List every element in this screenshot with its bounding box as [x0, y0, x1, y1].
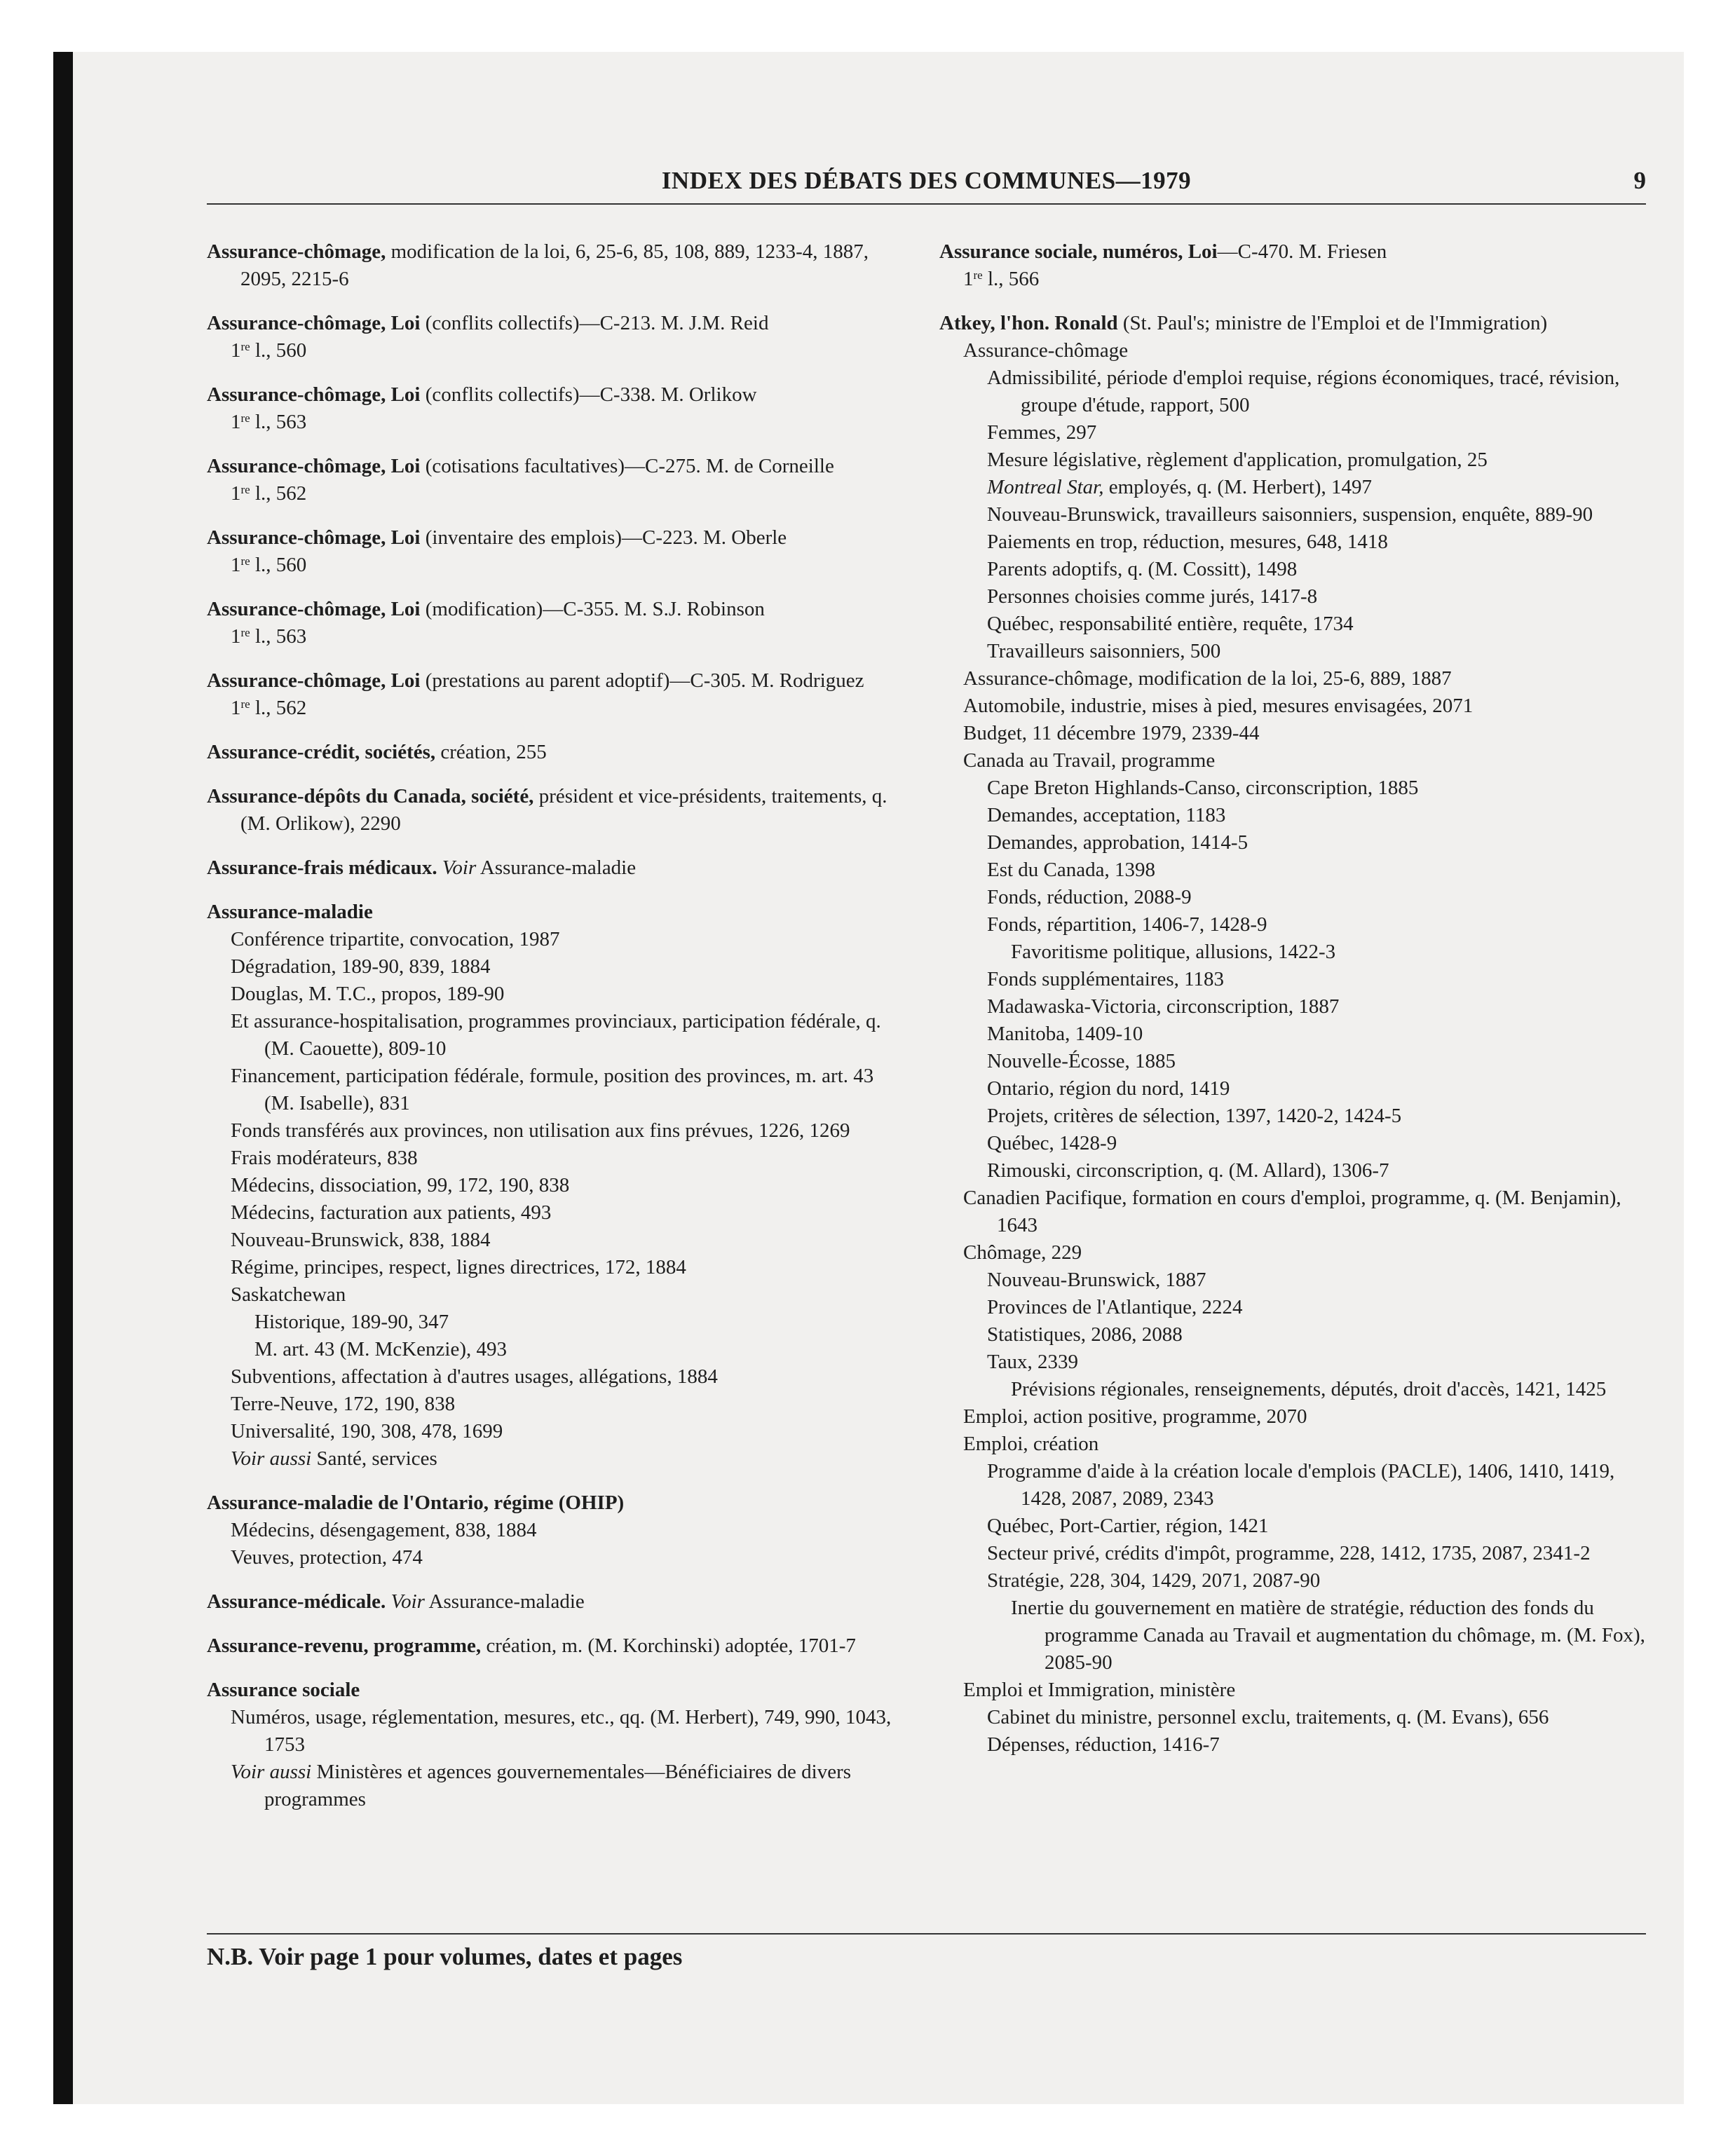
- index-subentry: [207, 1445, 901, 1473]
- entry-text: l., 560: [250, 339, 307, 362]
- index-subentry: [207, 1254, 901, 1281]
- index-subentry: [939, 829, 1647, 857]
- index-subentry: [939, 583, 1647, 610]
- entry-text: Fonds supplémentaires, 1183: [987, 968, 1225, 990]
- index-subentry: [939, 1321, 1647, 1349]
- index-subentry: [939, 638, 1647, 665]
- index-subentry: [939, 1103, 1647, 1130]
- entry-text: Femmes, 297: [987, 421, 1097, 444]
- entry-text: Voir: [442, 857, 477, 879]
- entry-text: Assurance-chômage, Loi: [207, 455, 421, 477]
- index-entry-heading: [207, 1632, 901, 1660]
- index-entry-heading: [207, 1677, 901, 1704]
- index-subentry: [207, 1309, 901, 1336]
- entry-text: re: [240, 483, 250, 496]
- entry-text: Manitoba, 1409-10: [987, 1023, 1143, 1045]
- entry-text: Frais modérateurs, 838: [231, 1147, 418, 1169]
- entry-text: Fonds, répartition, 1406-7, 1428-9: [987, 913, 1267, 936]
- entry-text: Canada au Travail, programme: [963, 749, 1216, 772]
- entry-text: Cabinet du ministre, personnel exclu, traitements, q. (M. Evans), 656: [987, 1706, 1549, 1728]
- index-subentry: [207, 1281, 901, 1309]
- entry-text: modification de la loi, 6, 25-6, 85, 108, 889, 1233-4, 1887, 2095, 2215-6: [240, 240, 869, 290]
- index-entry-heading: [207, 899, 901, 926]
- index-subentry: [207, 1704, 901, 1759]
- entry-text: Numéros, usage, réglementation, mesures, etc., qq. (M. Herbert), 749, 990, 1043, 1753: [231, 1706, 892, 1756]
- index-subentry: [939, 556, 1647, 583]
- index-subentry: [207, 1145, 901, 1172]
- index-subentry: [939, 939, 1647, 966]
- entry-text: Montreal Star,: [987, 476, 1104, 498]
- entry-text: Assurance-maladie: [207, 901, 373, 923]
- index-subentry: [939, 1294, 1647, 1321]
- index-subentry: [207, 695, 901, 722]
- entry-text: 1: [231, 482, 241, 505]
- entry-text: Québec, 1428-9: [987, 1132, 1117, 1154]
- entry-text: Historique, 189-90, 347: [254, 1311, 449, 1333]
- entry-text: Assurance-chômage, Loi: [207, 312, 421, 334]
- entry-text: Budget, 11 décembre 1979, 2339-44: [963, 722, 1260, 744]
- index-subentry: [207, 480, 901, 507]
- index-entry-heading: [207, 453, 901, 480]
- index-entry-heading: [207, 854, 901, 882]
- entry-text: Emploi, création: [963, 1433, 1099, 1455]
- index-subentry: [207, 926, 901, 953]
- entry-text: 1: [231, 411, 241, 433]
- entry-text: l., 562: [250, 697, 307, 719]
- index-subentry: [939, 474, 1647, 501]
- entry-text: l., 560: [250, 554, 307, 576]
- index-subentry: [207, 1008, 901, 1063]
- index-subentry: [939, 1021, 1647, 1048]
- entry-text: Demandes, acceptation, 1183: [987, 804, 1226, 826]
- index-subentry: [939, 419, 1647, 446]
- index-subentry: [939, 1157, 1647, 1185]
- entry-text: l., 563: [250, 411, 307, 433]
- entry-text: Saskatchewan: [231, 1283, 346, 1306]
- index-subentry: [207, 337, 901, 364]
- index-entry-heading: [207, 1489, 901, 1517]
- entry-text: Québec, Port-Cartier, région, 1421: [987, 1515, 1269, 1537]
- entry-text: Rimouski, circonscription, q. (M. Allard), 1306-7: [987, 1159, 1389, 1182]
- entry-text: —C-470. M. Friesen: [1217, 240, 1387, 263]
- entry-text: Assurance sociale: [207, 1679, 360, 1701]
- entry-text: Universalité, 190, 308, 478, 1699: [231, 1420, 503, 1442]
- index-entry-heading: [939, 310, 1647, 337]
- entry-text: l., 566: [982, 268, 1040, 290]
- index-subentry: [939, 1595, 1647, 1677]
- entry-text: M. art. 43 (M. McKenzie), 493: [254, 1338, 507, 1360]
- entry-text: Assurance-maladie: [424, 1590, 585, 1613]
- entry-text: Ministères et agences gouvernementales—Bénéficiaires de divers programmes: [264, 1761, 852, 1810]
- entry-text: Conférence tripartite, convocation, 1987: [231, 928, 560, 950]
- entry-text: re: [240, 554, 250, 568]
- entry-text: Médecins, dissociation, 99, 172, 190, 838: [231, 1174, 570, 1196]
- index-entry-heading: [207, 739, 901, 766]
- entry-text: Personnes choisies comme jurés, 1417-8: [987, 585, 1318, 608]
- footer-note: N.B. Voir page 1 pour volumes, dates et pages: [207, 1943, 683, 1970]
- entry-text: Projets, critères de sélection, 1397, 1420-2, 1424-5: [987, 1105, 1402, 1127]
- entry-text: Douglas, M. T.C., propos, 189-90: [231, 983, 505, 1005]
- entry-text: 1: [231, 697, 241, 719]
- entry-text: employés, q. (M. Herbert), 1497: [1103, 476, 1373, 498]
- entry-text: Médecins, facturation aux patients, 493: [231, 1201, 552, 1224]
- index-subentry: [939, 364, 1647, 419]
- index-subentry: [939, 1267, 1647, 1294]
- index-subentry: [939, 966, 1647, 993]
- entry-text: [437, 857, 442, 879]
- entry-text: Ontario, région du nord, 1419: [987, 1077, 1230, 1100]
- index-subentry: [207, 409, 901, 436]
- index-subentry: [939, 1458, 1647, 1513]
- index-subentry: [939, 665, 1647, 692]
- entry-text: Veuves, protection, 474: [231, 1546, 423, 1569]
- index-subentry: [207, 981, 901, 1008]
- entry-text: Madawaska-Victoria, circonscription, 1887: [987, 995, 1340, 1018]
- entry-text: l., 562: [250, 482, 307, 505]
- index-subentry: [939, 1567, 1647, 1595]
- entry-text: Emploi, action positive, programme, 2070: [963, 1405, 1307, 1428]
- entry-text: (conflits collectifs)—C-213. M. J.M. Reid: [420, 312, 769, 334]
- index-entry-heading: [939, 238, 1647, 266]
- index-subentry: [207, 1391, 901, 1418]
- entry-text: re: [240, 697, 250, 711]
- page-number: 9: [1633, 167, 1646, 194]
- entry-text: Canadien Pacifique, formation en cours d'emploi, programme, q. (M. Benjamin), 1643: [963, 1187, 1621, 1236]
- index-subentry: [939, 1349, 1647, 1376]
- entry-text: (prestations au parent adoptif)—C-305. M. Rodriguez: [420, 669, 864, 692]
- index-subentry: [207, 1517, 901, 1544]
- index-subentry: [207, 1418, 901, 1445]
- entry-text: Programme d'aide à la création locale d'emplois (PACLE), 1406, 1410, 1419, 1428, 2087, 2089, 2343: [987, 1460, 1615, 1510]
- entry-text: Régime, principes, respect, lignes directrices, 172, 1884: [231, 1256, 686, 1278]
- index-subentry: [939, 501, 1647, 528]
- entry-text: Fonds transférés aux provinces, non utilisation aux fins prévues, 1226, 1269: [231, 1119, 850, 1142]
- entry-text: Admissibilité, période d'emploi requise, régions économiques, tracé, révision, groupe d'étude, rapport, 500: [987, 367, 1620, 416]
- entry-text: Cape Breton Highlands-Canso, circonscription, 1885: [987, 777, 1419, 799]
- entry-text: Favoritisme politique, allusions, 1422-3: [1011, 941, 1336, 963]
- entry-text: création, 255: [435, 741, 547, 763]
- entry-text: Assurance-maladie: [476, 857, 637, 879]
- index-subentry: [207, 623, 901, 650]
- index-subentry: [939, 1677, 1647, 1704]
- entry-text: Financement, participation fédérale, formule, position des provinces, m. art. 43 (M. Isabelle), 831: [231, 1065, 874, 1114]
- entry-text: Prévisions régionales, renseignements, députés, droit d'accès, 1421, 1425: [1011, 1378, 1607, 1400]
- entry-text: Subventions, affectation à d'autres usages, allégations, 1884: [231, 1365, 718, 1388]
- entry-text: Fonds, réduction, 2088-9: [987, 886, 1192, 908]
- index-entry-heading: [207, 596, 901, 623]
- entry-text: 1: [963, 268, 974, 290]
- entry-text: Terre-Neuve, 172, 190, 838: [231, 1393, 456, 1415]
- entry-text: Assurance-chômage: [963, 339, 1129, 362]
- entry-text: Statistiques, 2086, 2088: [987, 1323, 1183, 1346]
- index-entry-heading: [207, 381, 901, 409]
- index-subentry: [939, 857, 1647, 884]
- entry-text: Stratégie, 228, 304, 1429, 2071, 2087-90: [987, 1569, 1321, 1592]
- index-subentry: [207, 1227, 901, 1254]
- index-subentry: [939, 1048, 1647, 1075]
- index-subentry: [939, 337, 1647, 364]
- index-subentry: [939, 1239, 1647, 1267]
- index-subentry: [939, 911, 1647, 939]
- entry-text: 1: [231, 554, 241, 576]
- entry-text: Paiements en trop, réduction, mesures, 648, 1418: [987, 531, 1388, 553]
- entry-text: Québec, responsabilité entière, requête, 1734: [987, 613, 1354, 635]
- index-subentry: [939, 747, 1647, 775]
- entry-text: (inventaire des emplois)—C-223. M. Oberle: [420, 526, 787, 549]
- entry-text: Nouveau-Brunswick, 1887: [987, 1269, 1206, 1291]
- index-subentry: [939, 884, 1647, 911]
- index-entry-heading: [207, 238, 901, 293]
- index-column-right: [939, 238, 1647, 1759]
- entry-text: Mesure législative, règlement d'application, promulgation, 25: [987, 449, 1488, 471]
- entry-text: Assurance-chômage, Loi: [207, 598, 421, 620]
- index-subentry: [939, 692, 1647, 720]
- index-subentry: [207, 552, 901, 579]
- entry-text: Assurance-médicale.: [207, 1590, 386, 1613]
- entry-text: Assurance-frais médicaux.: [207, 857, 437, 879]
- entry-text: Voir: [390, 1590, 425, 1613]
- entry-text: Assurance-chômage, Loi: [207, 669, 421, 692]
- entry-text: Nouveau-Brunswick, travailleurs saisonniers, suspension, enquête, 889-90: [987, 503, 1593, 526]
- entry-text: Assurance-crédit, sociétés,: [207, 741, 436, 763]
- entry-text: (modification)—C-355. M. S.J. Robinson: [420, 598, 765, 620]
- index-subentry: [939, 720, 1647, 747]
- entry-text: Dépenses, réduction, 1416-7: [987, 1733, 1220, 1756]
- entry-text: l., 563: [250, 625, 307, 648]
- index-subentry: [939, 1540, 1647, 1567]
- index-subentry: [207, 1117, 901, 1145]
- entry-text: Provinces de l'Atlantique, 2224: [987, 1296, 1243, 1318]
- index-entry-heading: [207, 783, 901, 838]
- entry-text: Parents adoptifs, q. (M. Cossitt), 1498: [987, 558, 1298, 580]
- entry-text: (cotisations facultatives)—C-275. M. de Corneille: [420, 455, 834, 477]
- index-subentry: [939, 802, 1647, 829]
- index-subentry: [207, 1544, 901, 1571]
- entry-text: Nouvelle-Écosse, 1885: [987, 1050, 1176, 1072]
- index-entry-heading: [207, 310, 901, 337]
- index-entry-heading: [207, 524, 901, 552]
- entry-text: (conflits collectifs)—C-338. M. Orlikow: [420, 383, 757, 406]
- entry-text: Assurance-chômage,: [207, 240, 386, 263]
- index-subentry: [939, 1431, 1647, 1458]
- entry-text: Assurance-chômage, Loi: [207, 383, 421, 406]
- index-subentry: [939, 266, 1647, 293]
- entry-text: Assurance-maladie de l'Ontario, régime (OHIP): [207, 1492, 625, 1514]
- index-subentry: [939, 1403, 1647, 1431]
- index-subentry: [939, 446, 1647, 474]
- entry-text: Secteur privé, crédits d'impôt, programme, 228, 1412, 1735, 2087, 2341-2: [987, 1542, 1591, 1564]
- entry-text: Assurance-dépôts du Canada, société,: [207, 785, 534, 807]
- index-subentry: [207, 1172, 901, 1199]
- entry-text: Chômage, 229: [963, 1241, 1082, 1264]
- entry-text: (St. Paul's; ministre de l'Emploi et de l'Immigration): [1117, 312, 1548, 334]
- entry-text: re: [973, 268, 983, 282]
- index-subentry: [207, 1363, 901, 1391]
- entry-text: [386, 1590, 390, 1613]
- header-title: INDEX DES DÉBATS DES COMMUNES—1979: [661, 167, 1192, 194]
- entry-text: Automobile, industrie, mises à pied, mesures envisagées, 2071: [963, 695, 1474, 717]
- index-subentry: [939, 1376, 1647, 1403]
- entry-text: Atkey, l'hon. Ronald: [939, 312, 1118, 334]
- entry-text: Assurance-chômage, Loi: [207, 526, 421, 549]
- entry-text: Santé, services: [311, 1447, 437, 1470]
- index-subentry: [939, 1185, 1647, 1239]
- entry-text: Assurance sociale, numéros, Loi: [939, 240, 1218, 263]
- index-subentry: [939, 1513, 1647, 1540]
- entry-text: président et vice-présidents, traitements, q. (M. Orlikow), 2290: [240, 785, 887, 835]
- index-subentry: [939, 1130, 1647, 1157]
- entry-text: re: [240, 340, 250, 353]
- entry-text: Dégradation, 189-90, 839, 1884: [231, 955, 491, 978]
- entry-text: Travailleurs saisonniers, 500: [987, 640, 1221, 662]
- entry-text: Emploi et Immigration, ministère: [963, 1679, 1236, 1701]
- index-subentry: [939, 1704, 1647, 1731]
- index-subentry: [207, 1063, 901, 1117]
- index-subentry: [207, 1759, 901, 1813]
- entry-text: Taux, 2339: [987, 1351, 1079, 1373]
- index-subentry: [939, 775, 1647, 802]
- index-subentry: [939, 1075, 1647, 1103]
- index-subentry: [939, 528, 1647, 556]
- entry-text: Médecins, désengagement, 838, 1884: [231, 1519, 537, 1541]
- entry-text: Assurance-chômage, modification de la loi, 25-6, 889, 1887: [963, 667, 1452, 690]
- entry-text: re: [240, 411, 250, 425]
- index-subentry: [939, 610, 1647, 638]
- footer-rule: [207, 1933, 1646, 1935]
- index-subentry: [207, 953, 901, 981]
- index-subentry: [207, 1199, 901, 1227]
- entry-text: Voir aussi: [231, 1447, 312, 1470]
- entry-text: Nouveau-Brunswick, 838, 1884: [231, 1229, 491, 1251]
- entry-text: re: [240, 626, 250, 639]
- entry-text: Inertie du gouvernement en matière de stratégie, réduction des fonds du programme Canada au Travail et augmentation du chômage, m. (M. Fox), 2085-90: [1011, 1597, 1645, 1674]
- index-entry-heading: [207, 1588, 901, 1616]
- entry-text: création, m. (M. Korchinski) adoptée, 1701-7: [481, 1635, 856, 1657]
- entry-text: Demandes, approbation, 1414-5: [987, 831, 1248, 854]
- entry-text: Assurance-revenu, programme,: [207, 1635, 482, 1657]
- page-header: [207, 167, 1646, 205]
- scan-edge-shadow: [53, 52, 73, 2104]
- index-subentry: [939, 1731, 1647, 1759]
- index-subentry: [939, 993, 1647, 1021]
- index-subentry: [207, 1336, 901, 1363]
- index-column-left: [207, 238, 901, 1813]
- entry-text: Est du Canada, 1398: [987, 859, 1156, 881]
- entry-text: Et assurance-hospitalisation, programmes provinciaux, participation fédérale, q. (M. Caouette), 809-10: [231, 1010, 881, 1060]
- entry-text: Voir aussi: [231, 1761, 312, 1783]
- index-entry-heading: [207, 667, 901, 695]
- entry-text: 1: [231, 339, 241, 362]
- entry-text: 1: [231, 625, 241, 648]
